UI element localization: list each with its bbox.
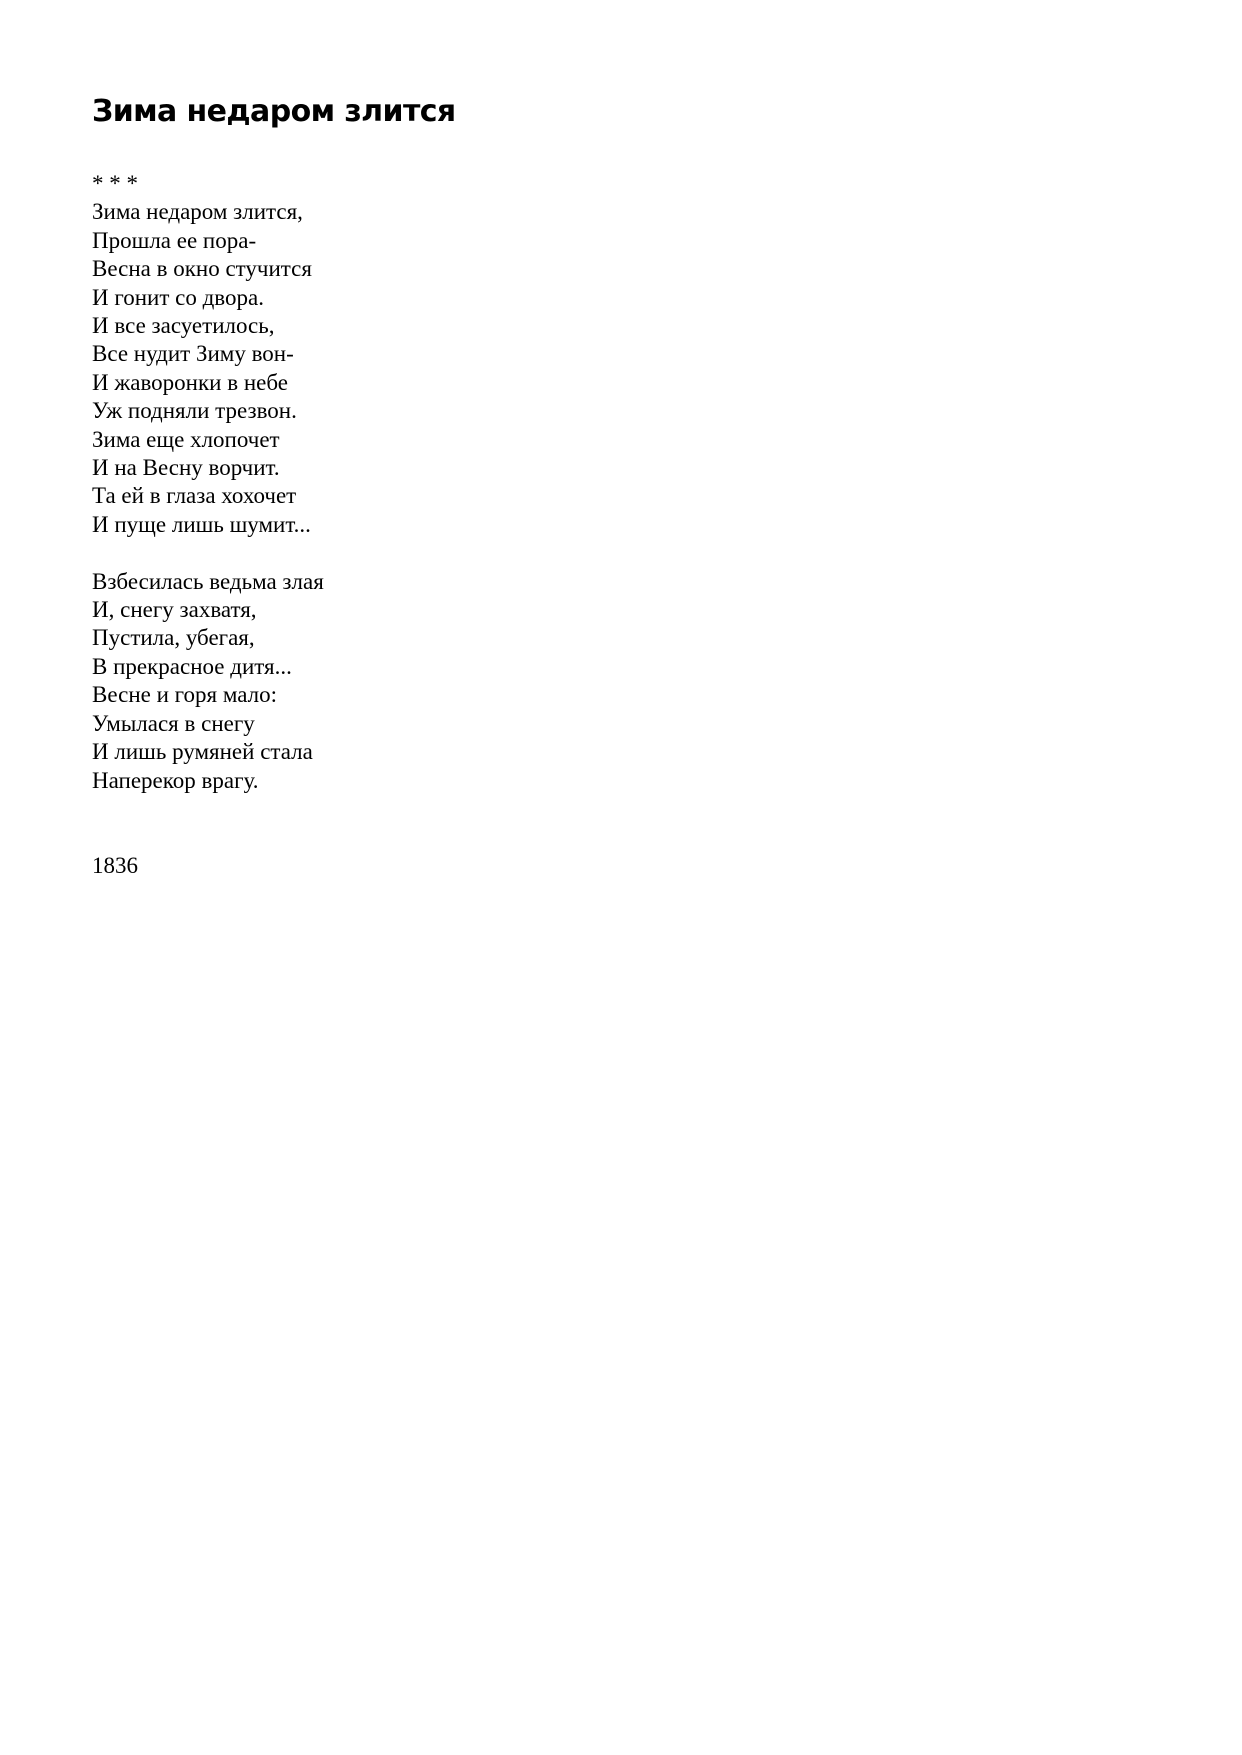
poem-line: Наперекор врагу. (92, 767, 259, 793)
poem-line: И жаворонки в небе (92, 369, 288, 395)
date-gap (92, 795, 324, 852)
poem-body (92, 170, 324, 880)
poem-line: Та ей в глаза хохочет (92, 483, 297, 509)
poem-line: И гонит со двора. (92, 284, 264, 310)
poem-line: Весне и горя мало: (92, 682, 278, 708)
stanza-2 (92, 568, 324, 795)
poem-line: В прекрасное дитя... (92, 653, 292, 679)
poem-line: И лишь румяней стала (92, 739, 313, 765)
poem-line: Прошла ее пора- (92, 227, 257, 253)
poem-line: И пуще лишь шумит... (92, 511, 311, 537)
poem-line: Все нудит Зиму вон- (92, 341, 294, 367)
poem-line: И все засуетилось, (92, 313, 275, 339)
poem-line: И, снегу захватя, (92, 597, 257, 623)
stanza-1 (92, 198, 324, 539)
poem-line: Уж подняли трезвон. (92, 398, 297, 424)
poem-date: 1836 (92, 852, 138, 878)
poem-line: Умылася в снегу (92, 710, 255, 736)
poem-separator: * * * (92, 171, 138, 196)
poem-line: И на Весну ворчит. (92, 455, 280, 481)
poem-line: Пустила, убегая, (92, 625, 255, 651)
poem-line: Зима еще хлопочет (92, 426, 280, 452)
poem-line: Весна в окно стучится (92, 256, 312, 282)
poem-line: Зима недаром злится, (92, 199, 303, 225)
poem-title: Зима недаром злится (92, 94, 456, 129)
stanza-gap (92, 539, 324, 567)
poem-line: Взбесилась ведьма злая (92, 568, 324, 594)
